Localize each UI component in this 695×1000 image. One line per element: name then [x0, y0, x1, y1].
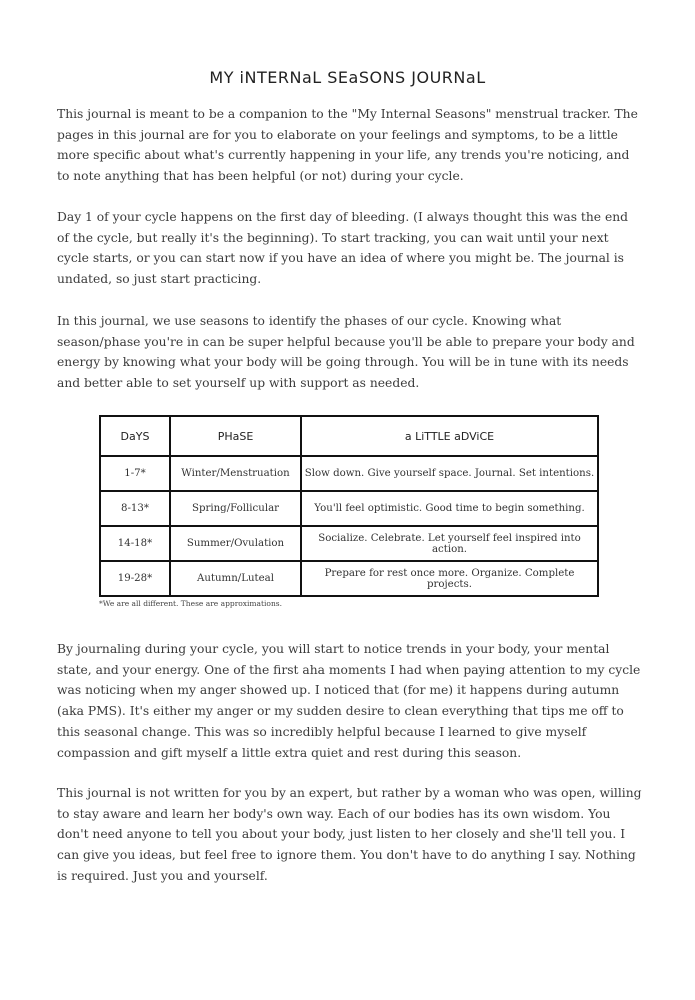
- intro-paragraph: This journal is meant to be a companion to the "My Internal Seasons" menstrual tracker. The pages in this journal are for you to elaborate on your feelings and symptoms, to be a little more specific about what's currently happening in your life, any trends you're noticing, and to note anything that has been helpful (or not) during your cycle.: [57, 107, 638, 184]
- days-cell: 8-13*: [100, 491, 170, 526]
- header-days: DaYS: [100, 416, 170, 456]
- journaling-paragraph: By journaling during your cycle, you will start to notice trends in your body, your mental state, and your energy. One of the first aha moments I had when paying attention to my cycle was noticing when my anger showed up. I noticed that (for me) it happens during autumn (aka PMS). It's either my anger or my sudden desire to clean everything that tips me off to this seasonal change. This was so incredibly helpful because I learned to give myself compassion and gift myself a little extra quiet and rest during this season.: [57, 642, 641, 760]
- day-one-paragraph: Day 1 of your cycle happens on the first day of bleeding. (I always thought this was the end of the cycle, but really it's the beginning). To start tracking, you can wait until your next cycle starts, or you can start now if you have an idea of where you might be. The journal is undated, so just start practicing.: [57, 210, 629, 287]
- header-advice: a LiTTLE aDViCE: [301, 416, 598, 456]
- table-footnote: *We are all different. These are approximations.: [99, 599, 283, 608]
- days-cell: 19-28*: [100, 561, 170, 596]
- table-row: [100, 561, 598, 596]
- advice-cell: Slow down. Give yourself space. Journal. Set intentions.: [301, 456, 598, 491]
- closing-paragraph: This journal is not written for you by an expert, but rather by a woman who was open, willing to stay aware and learn her body's own way. Each of our bodies has its own wisdom. You don't need anyone to tell you about your body, just listen to her closely and she'll tell you. I can give you ideas, but feel free to ignore them. You don't have to do anything I say. Nothing is required. Just you and yourself.: [57, 786, 642, 883]
- table-row: [100, 491, 598, 526]
- seasons-table: [99, 415, 599, 597]
- advice-cell: You'll feel optimistic. Good time to begin something.: [301, 491, 598, 526]
- table-row: [100, 456, 598, 491]
- advice-cell: Socialize. Celebrate. Let yourself feel inspired into action.: [301, 526, 598, 561]
- page-title: MY iNTERNaL SEaSONS JOURNaL: [209, 68, 486, 87]
- phase-cell: Winter/Menstruation: [170, 456, 301, 491]
- seasons-paragraph: In this journal, we use seasons to identify the phases of our cycle. Knowing what season/phase you're in can be super helpful because you'll be able to prepare your body and energy by knowing what your body will be going through. You will be in tune with its needs and better able to set yourself up with support as needed.: [57, 314, 635, 391]
- days-cell: 14-18*: [100, 526, 170, 561]
- table-row: [100, 526, 598, 561]
- phase-cell: Spring/Follicular: [170, 491, 301, 526]
- table-header-row: [100, 416, 598, 456]
- phase-cell: Autumn/Luteal: [170, 561, 301, 596]
- header-phase: PHaSE: [170, 416, 301, 456]
- advice-cell: Prepare for rest once more. Organize. Complete projects.: [301, 561, 598, 596]
- days-cell: 1-7*: [100, 456, 170, 491]
- phase-cell: Summer/Ovulation: [170, 526, 301, 561]
